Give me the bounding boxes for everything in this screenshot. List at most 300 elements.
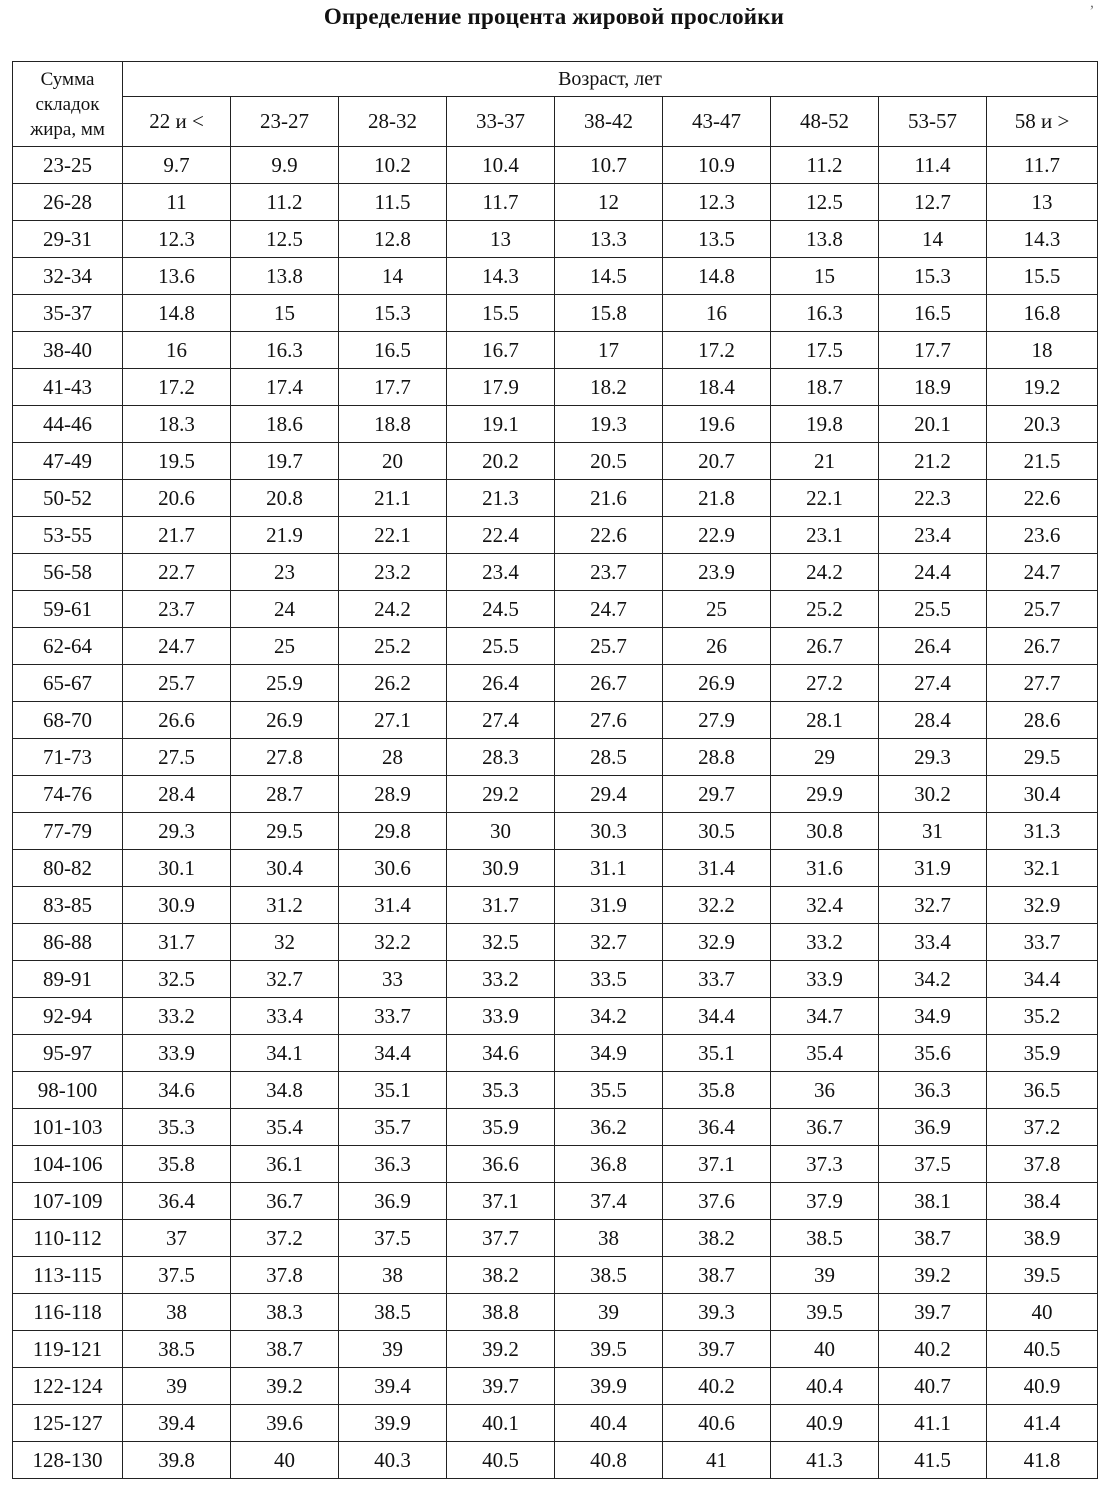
fat-percent-cell: 31.9 — [555, 887, 663, 924]
fat-percent-cell: 14.5 — [555, 258, 663, 295]
fat-percent-cell: 40.4 — [555, 1405, 663, 1442]
fat-percent-cell: 38.5 — [555, 1257, 663, 1294]
fat-percent-cell: 39.4 — [339, 1368, 447, 1405]
fat-percent-cell: 19.3 — [555, 406, 663, 443]
fat-percent-cell: 10.2 — [339, 147, 447, 184]
fat-percent-cell: 15.3 — [339, 295, 447, 332]
fat-percent-cell: 33.7 — [663, 961, 771, 998]
fat-percent-cell: 41.3 — [771, 1442, 879, 1479]
fat-percent-cell: 34.7 — [771, 998, 879, 1035]
fat-percent-cell: 38.7 — [879, 1220, 987, 1257]
fat-percent-cell: 33.2 — [771, 924, 879, 961]
fat-percent-cell: 31 — [879, 813, 987, 850]
fat-percent-cell: 29.7 — [663, 776, 771, 813]
fat-percent-cell: 38 — [555, 1220, 663, 1257]
fat-percent-cell: 17.7 — [879, 332, 987, 369]
fat-percent-cell: 17 — [555, 332, 663, 369]
table-row — [13, 1220, 1098, 1257]
skinfold-range-cell: 62-64 — [13, 628, 123, 665]
header-row-caption — [13, 62, 1098, 97]
fat-percent-cell: 40.2 — [663, 1368, 771, 1405]
table-row — [13, 1368, 1098, 1405]
fat-percent-cell: 15 — [771, 258, 879, 295]
fat-percent-cell: 11.2 — [771, 147, 879, 184]
fat-percent-cell: 39.7 — [447, 1368, 555, 1405]
fat-percent-cell: 39 — [339, 1331, 447, 1368]
fat-percent-cell: 41.4 — [987, 1405, 1098, 1442]
fat-percent-cell: 19.2 — [987, 369, 1098, 406]
table-row — [13, 332, 1098, 369]
fat-percent-cell: 40 — [987, 1294, 1098, 1331]
fat-percent-cell: 24.2 — [771, 554, 879, 591]
table-row — [13, 258, 1098, 295]
table-row — [13, 739, 1098, 776]
fat-percent-cell: 16.5 — [339, 332, 447, 369]
fat-percent-cell: 31.3 — [987, 813, 1098, 850]
fat-percent-cell: 28.4 — [123, 776, 231, 813]
fat-percent-cell: 36.1 — [231, 1146, 339, 1183]
fat-percent-cell: 36.9 — [879, 1109, 987, 1146]
fat-percent-cell: 11.4 — [879, 147, 987, 184]
fat-percent-cell: 39.9 — [339, 1405, 447, 1442]
age-group-header: 43-47 — [663, 97, 771, 147]
fat-percent-cell: 13.8 — [231, 258, 339, 295]
fat-percent-cell: 32.1 — [987, 850, 1098, 887]
fat-percent-cell: 13.5 — [663, 221, 771, 258]
fat-percent-cell: 29.5 — [231, 813, 339, 850]
skinfold-range-cell: 98-100 — [13, 1072, 123, 1109]
fat-percent-cell: 36 — [771, 1072, 879, 1109]
fat-percent-cell: 13 — [447, 221, 555, 258]
fat-percent-cell: 26 — [663, 628, 771, 665]
skinfold-range-cell: 65-67 — [13, 665, 123, 702]
fat-percent-cell: 37 — [123, 1220, 231, 1257]
age-group-header: 33-37 — [447, 97, 555, 147]
table-row — [13, 776, 1098, 813]
fat-percent-cell: 12.3 — [663, 184, 771, 221]
skinfold-range-cell: 113-115 — [13, 1257, 123, 1294]
fat-percent-cell: 17.9 — [447, 369, 555, 406]
skinfold-range-cell: 26-28 — [13, 184, 123, 221]
fat-percent-cell: 33 — [339, 961, 447, 998]
age-group-header: 28-32 — [339, 97, 447, 147]
fat-percent-cell: 15 — [231, 295, 339, 332]
fat-percent-cell: 31.7 — [123, 924, 231, 961]
fat-percent-cell: 36.4 — [663, 1109, 771, 1146]
fat-percent-cell: 22.1 — [771, 480, 879, 517]
fat-percent-cell: 26.9 — [231, 702, 339, 739]
fat-percent-cell: 18.4 — [663, 369, 771, 406]
fat-percent-cell: 27.4 — [447, 702, 555, 739]
table-row — [13, 184, 1098, 221]
fat-percent-cell: 37.5 — [123, 1257, 231, 1294]
fat-percent-cell: 30.2 — [879, 776, 987, 813]
fat-percent-cell: 17.7 — [339, 369, 447, 406]
skinfold-range-cell: 104-106 — [13, 1146, 123, 1183]
table-row — [13, 1183, 1098, 1220]
table-row — [13, 1442, 1098, 1479]
fat-percent-cell: 21.7 — [123, 517, 231, 554]
fat-percent-cell: 24.7 — [987, 554, 1098, 591]
fat-percent-cell: 32.2 — [339, 924, 447, 961]
fat-percent-cell: 26.2 — [339, 665, 447, 702]
fat-percent-cell: 34.4 — [987, 961, 1098, 998]
fat-percent-cell: 35.1 — [663, 1035, 771, 1072]
skinfold-range-cell: 23-25 — [13, 147, 123, 184]
fat-percent-cell: 38.5 — [339, 1294, 447, 1331]
fat-percent-cell: 39.5 — [771, 1294, 879, 1331]
fat-percent-cell: 38.7 — [663, 1257, 771, 1294]
fat-percent-cell: 33.9 — [123, 1035, 231, 1072]
fat-percent-cell: 9.7 — [123, 147, 231, 184]
fat-percent-cell: 15.5 — [987, 258, 1098, 295]
fat-percent-cell: 40.1 — [447, 1405, 555, 1442]
fat-percent-cell: 29 — [771, 739, 879, 776]
fat-percent-cell: 24.2 — [339, 591, 447, 628]
table-row — [13, 887, 1098, 924]
fat-percent-cell: 21 — [771, 443, 879, 480]
fat-percent-cell: 27.5 — [123, 739, 231, 776]
fat-percent-cell: 16.8 — [987, 295, 1098, 332]
fat-percent-cell: 39.3 — [663, 1294, 771, 1331]
skinfold-range-cell: 41-43 — [13, 369, 123, 406]
fat-percent-cell: 30.3 — [555, 813, 663, 850]
fat-percent-cell: 39.8 — [123, 1442, 231, 1479]
fat-percent-cell: 15.3 — [879, 258, 987, 295]
fat-percent-cell: 10.9 — [663, 147, 771, 184]
fat-percent-cell: 30.1 — [123, 850, 231, 887]
fat-percent-cell: 28.6 — [987, 702, 1098, 739]
fat-percent-cell: 30.4 — [987, 776, 1098, 813]
skinfold-range-cell: 116-118 — [13, 1294, 123, 1331]
age-group-header: 23-27 — [231, 97, 339, 147]
fat-percent-cell: 22.9 — [663, 517, 771, 554]
fat-percent-cell: 20.5 — [555, 443, 663, 480]
fat-percent-cell: 22.6 — [555, 517, 663, 554]
fat-percent-cell: 36.3 — [879, 1072, 987, 1109]
table-row — [13, 1257, 1098, 1294]
fat-percent-cell: 11.2 — [231, 184, 339, 221]
fat-percent-cell: 14.8 — [123, 295, 231, 332]
table-row — [13, 147, 1098, 184]
fat-percent-cell: 18 — [987, 332, 1098, 369]
fat-percent-cell: 17.2 — [663, 332, 771, 369]
fat-percent-cell: 27.9 — [663, 702, 771, 739]
skinfold-range-cell: 86-88 — [13, 924, 123, 961]
skinfold-range-cell: 29-31 — [13, 221, 123, 258]
fat-percent-cell: 39.2 — [231, 1368, 339, 1405]
table-row — [13, 961, 1098, 998]
fat-percent-cell: 39.7 — [663, 1331, 771, 1368]
skinfold-range-cell: 74-76 — [13, 776, 123, 813]
table-row — [13, 628, 1098, 665]
fat-percent-cell: 15.8 — [555, 295, 663, 332]
fat-percent-cell: 28.1 — [771, 702, 879, 739]
skinfold-range-cell: 119-121 — [13, 1331, 123, 1368]
fat-percent-cell: 12.7 — [879, 184, 987, 221]
fat-percent-cell: 16.3 — [231, 332, 339, 369]
table-row — [13, 1146, 1098, 1183]
fat-percent-cell: 20.8 — [231, 480, 339, 517]
table-row — [13, 369, 1098, 406]
skinfold-range-cell: 56-58 — [13, 554, 123, 591]
fat-percent-cell: 36.4 — [123, 1183, 231, 1220]
fat-percent-cell: 18.3 — [123, 406, 231, 443]
skinfold-range-cell: 92-94 — [13, 998, 123, 1035]
fat-percent-cell: 30.9 — [123, 887, 231, 924]
fat-percent-cell: 27.1 — [339, 702, 447, 739]
fat-percent-cell: 23.4 — [879, 517, 987, 554]
fat-percent-cell: 35.6 — [879, 1035, 987, 1072]
fat-percent-cell: 30.6 — [339, 850, 447, 887]
fat-percent-cell: 16.5 — [879, 295, 987, 332]
fat-percent-cell: 26.7 — [771, 628, 879, 665]
fat-percent-cell: 35.9 — [447, 1109, 555, 1146]
fat-percent-cell: 25.9 — [231, 665, 339, 702]
fat-percent-cell: 34.6 — [123, 1072, 231, 1109]
fat-percent-cell: 29.2 — [447, 776, 555, 813]
fat-percent-cell: 19.5 — [123, 443, 231, 480]
fat-percent-cell: 22.4 — [447, 517, 555, 554]
skinfold-range-cell: 44-46 — [13, 406, 123, 443]
fat-percent-cell: 22.7 — [123, 554, 231, 591]
fat-percent-cell: 38 — [123, 1294, 231, 1331]
fat-percent-cell: 14.3 — [447, 258, 555, 295]
fat-percent-cell: 23.9 — [663, 554, 771, 591]
fat-percent-cell: 38.8 — [447, 1294, 555, 1331]
fat-percent-cell: 32.9 — [663, 924, 771, 961]
fat-percent-cell: 37.3 — [771, 1146, 879, 1183]
fat-percent-cell: 35.8 — [663, 1072, 771, 1109]
fat-percent-cell: 35.8 — [123, 1146, 231, 1183]
fat-percent-cell: 20.3 — [987, 406, 1098, 443]
fat-percent-cell: 33.9 — [447, 998, 555, 1035]
table-row — [13, 443, 1098, 480]
table-row — [13, 1405, 1098, 1442]
table-row — [13, 813, 1098, 850]
fat-percent-cell: 37.5 — [339, 1220, 447, 1257]
fat-percent-cell: 40.2 — [879, 1331, 987, 1368]
fat-percent-cell: 33.4 — [231, 998, 339, 1035]
fat-percent-cell: 21.6 — [555, 480, 663, 517]
fat-percent-cell: 37.2 — [231, 1220, 339, 1257]
fat-percent-cell: 18.8 — [339, 406, 447, 443]
fat-percent-cell: 14 — [339, 258, 447, 295]
fat-percent-cell: 41.1 — [879, 1405, 987, 1442]
table-row — [13, 924, 1098, 961]
table-header — [13, 62, 1098, 147]
fat-percent-cell: 27.7 — [987, 665, 1098, 702]
fat-percent-cell: 37.8 — [987, 1146, 1098, 1183]
fat-percent-cell: 26.7 — [555, 665, 663, 702]
fat-percent-cell: 40.9 — [771, 1405, 879, 1442]
skinfold-range-cell: 38-40 — [13, 332, 123, 369]
fat-percent-cell: 27.8 — [231, 739, 339, 776]
fat-percent-cell: 17.4 — [231, 369, 339, 406]
fat-percent-cell: 21.2 — [879, 443, 987, 480]
fat-percent-cell: 20.1 — [879, 406, 987, 443]
table-row — [13, 480, 1098, 517]
fat-percent-cell: 35.3 — [123, 1109, 231, 1146]
fat-percent-cell: 29.3 — [123, 813, 231, 850]
fat-percent-cell: 18.9 — [879, 369, 987, 406]
fat-percent-cell: 33.7 — [339, 998, 447, 1035]
fat-percent-cell: 30.9 — [447, 850, 555, 887]
fat-percent-cell: 37.8 — [231, 1257, 339, 1294]
fat-percent-cell: 31.4 — [339, 887, 447, 924]
fat-percent-cell: 34.2 — [879, 961, 987, 998]
fat-percent-cell: 28.9 — [339, 776, 447, 813]
fat-percent-cell: 19.8 — [771, 406, 879, 443]
fat-percent-cell: 38.4 — [987, 1183, 1098, 1220]
fat-percent-cell: 31.9 — [879, 850, 987, 887]
fat-percent-cell: 37.5 — [879, 1146, 987, 1183]
fat-percent-cell: 13 — [987, 184, 1098, 221]
fat-percent-cell: 32.4 — [771, 887, 879, 924]
fat-percent-cell: 37.4 — [555, 1183, 663, 1220]
fat-percent-cell: 21.5 — [987, 443, 1098, 480]
fat-percent-cell: 31.1 — [555, 850, 663, 887]
fat-percent-cell: 37.2 — [987, 1109, 1098, 1146]
fat-percent-cell: 13.8 — [771, 221, 879, 258]
fat-percent-cell: 38 — [339, 1257, 447, 1294]
fat-percent-cell: 37.1 — [663, 1146, 771, 1183]
fat-percent-cell: 33.2 — [447, 961, 555, 998]
skinfold-range-cell: 77-79 — [13, 813, 123, 850]
skinfold-range-cell: 125-127 — [13, 1405, 123, 1442]
fat-percent-cell: 35.9 — [987, 1035, 1098, 1072]
fat-percent-cell: 12.8 — [339, 221, 447, 258]
fat-percent-cell: 34.9 — [555, 1035, 663, 1072]
fat-percent-cell: 18.6 — [231, 406, 339, 443]
table-row — [13, 591, 1098, 628]
fat-percent-cell: 39.5 — [555, 1331, 663, 1368]
fat-percent-cell: 16.3 — [771, 295, 879, 332]
age-group-header: 38-42 — [555, 97, 663, 147]
fat-percent-cell: 40.3 — [339, 1442, 447, 1479]
fat-percent-cell: 33.5 — [555, 961, 663, 998]
fat-percent-cell: 36.7 — [771, 1109, 879, 1146]
fat-percent-cell: 20.2 — [447, 443, 555, 480]
fat-percent-cell: 26.4 — [879, 628, 987, 665]
fat-percent-cell: 30.4 — [231, 850, 339, 887]
fat-percent-cell: 12 — [555, 184, 663, 221]
fat-percent-cell: 33.7 — [987, 924, 1098, 961]
age-group-header: 22 и < — [123, 97, 231, 147]
fat-percent-cell: 24.7 — [123, 628, 231, 665]
fat-percent-cell: 11.7 — [447, 184, 555, 221]
fat-percent-cell: 27.2 — [771, 665, 879, 702]
fat-percent-cell: 14.8 — [663, 258, 771, 295]
fat-percent-cell: 40 — [231, 1442, 339, 1479]
fat-percent-cell: 34.4 — [663, 998, 771, 1035]
fat-percent-cell: 24.7 — [555, 591, 663, 628]
fat-percent-cell: 35.4 — [231, 1109, 339, 1146]
fat-percent-cell: 28 — [339, 739, 447, 776]
fat-percent-cell: 32 — [231, 924, 339, 961]
fat-percent-cell: 28.3 — [447, 739, 555, 776]
table-row — [13, 1035, 1098, 1072]
skinfold-range-cell: 32-34 — [13, 258, 123, 295]
fat-percent-cell: 32.7 — [879, 887, 987, 924]
fat-percent-cell: 38.9 — [987, 1220, 1098, 1257]
fat-percent-cell: 28.4 — [879, 702, 987, 739]
fat-percent-cell: 11.7 — [987, 147, 1098, 184]
fat-percent-cell: 13.3 — [555, 221, 663, 258]
fat-percent-cell: 20.6 — [123, 480, 231, 517]
fat-percent-cell: 26.9 — [663, 665, 771, 702]
table-row — [13, 998, 1098, 1035]
skinfold-range-cell: 89-91 — [13, 961, 123, 998]
fat-percent-cell: 9.9 — [231, 147, 339, 184]
fat-percent-cell: 21.8 — [663, 480, 771, 517]
fat-percent-cell: 25.7 — [555, 628, 663, 665]
fat-percent-cell: 25.2 — [771, 591, 879, 628]
table-row — [13, 1109, 1098, 1146]
age-group-header: 58 и > — [987, 97, 1098, 147]
fat-percent-cell: 34.9 — [879, 998, 987, 1035]
header-row-age-groups — [13, 97, 1098, 147]
fat-percent-cell: 41.5 — [879, 1442, 987, 1479]
table-row — [13, 517, 1098, 554]
fat-percent-cell: 31.6 — [771, 850, 879, 887]
fat-percent-cell: 29.4 — [555, 776, 663, 813]
fat-percent-cell: 35.3 — [447, 1072, 555, 1109]
fat-percent-cell: 40.8 — [555, 1442, 663, 1479]
fat-percent-cell: 36.6 — [447, 1146, 555, 1183]
fat-percent-cell: 18.7 — [771, 369, 879, 406]
fat-percent-cell: 21.9 — [231, 517, 339, 554]
skinfold-range-cell: 101-103 — [13, 1109, 123, 1146]
skinfold-range-cell: 71-73 — [13, 739, 123, 776]
fat-percent-cell: 26.4 — [447, 665, 555, 702]
fat-percent-cell: 35.2 — [987, 998, 1098, 1035]
fat-percent-cell: 28.8 — [663, 739, 771, 776]
corner-header-line: складок — [35, 93, 100, 115]
fat-percent-cell: 35.4 — [771, 1035, 879, 1072]
skinfold-range-cell: 53-55 — [13, 517, 123, 554]
fat-percent-cell: 19.6 — [663, 406, 771, 443]
fat-percent-cell: 29.3 — [879, 739, 987, 776]
fat-percent-cell: 40.5 — [987, 1331, 1098, 1368]
fat-percent-cell: 32.2 — [663, 887, 771, 924]
fat-percent-cell: 33.2 — [123, 998, 231, 1035]
fat-percent-cell: 10.4 — [447, 147, 555, 184]
table-row — [13, 702, 1098, 739]
fat-percent-cell: 36.2 — [555, 1109, 663, 1146]
corner-header-line: жира, мм — [30, 118, 105, 140]
fat-percent-cell: 26.7 — [987, 628, 1098, 665]
table-row — [13, 1294, 1098, 1331]
fat-percent-cell: 29.9 — [771, 776, 879, 813]
fat-percent-cell: 39 — [771, 1257, 879, 1294]
fat-percent-cell: 12.5 — [231, 221, 339, 258]
page-title: Определение процента жировой прослойки — [323, 4, 785, 29]
fat-percent-cell: 37.7 — [447, 1220, 555, 1257]
fat-percent-cell: 38.3 — [231, 1294, 339, 1331]
skinfold-range-cell: 122-124 — [13, 1368, 123, 1405]
fat-percent-cell: 30 — [447, 813, 555, 850]
fat-percent-cell: 40.5 — [447, 1442, 555, 1479]
fat-percent-cell: 23.4 — [447, 554, 555, 591]
fat-percent-cell: 16 — [663, 295, 771, 332]
skinfold-range-cell: 50-52 — [13, 480, 123, 517]
fat-percent-cell: 24 — [231, 591, 339, 628]
age-group-header: 48-52 — [771, 97, 879, 147]
corner-mark: , — [1090, 0, 1094, 11]
fat-percent-cell: 36.5 — [987, 1072, 1098, 1109]
fat-percent-cell: 14.3 — [987, 221, 1098, 258]
